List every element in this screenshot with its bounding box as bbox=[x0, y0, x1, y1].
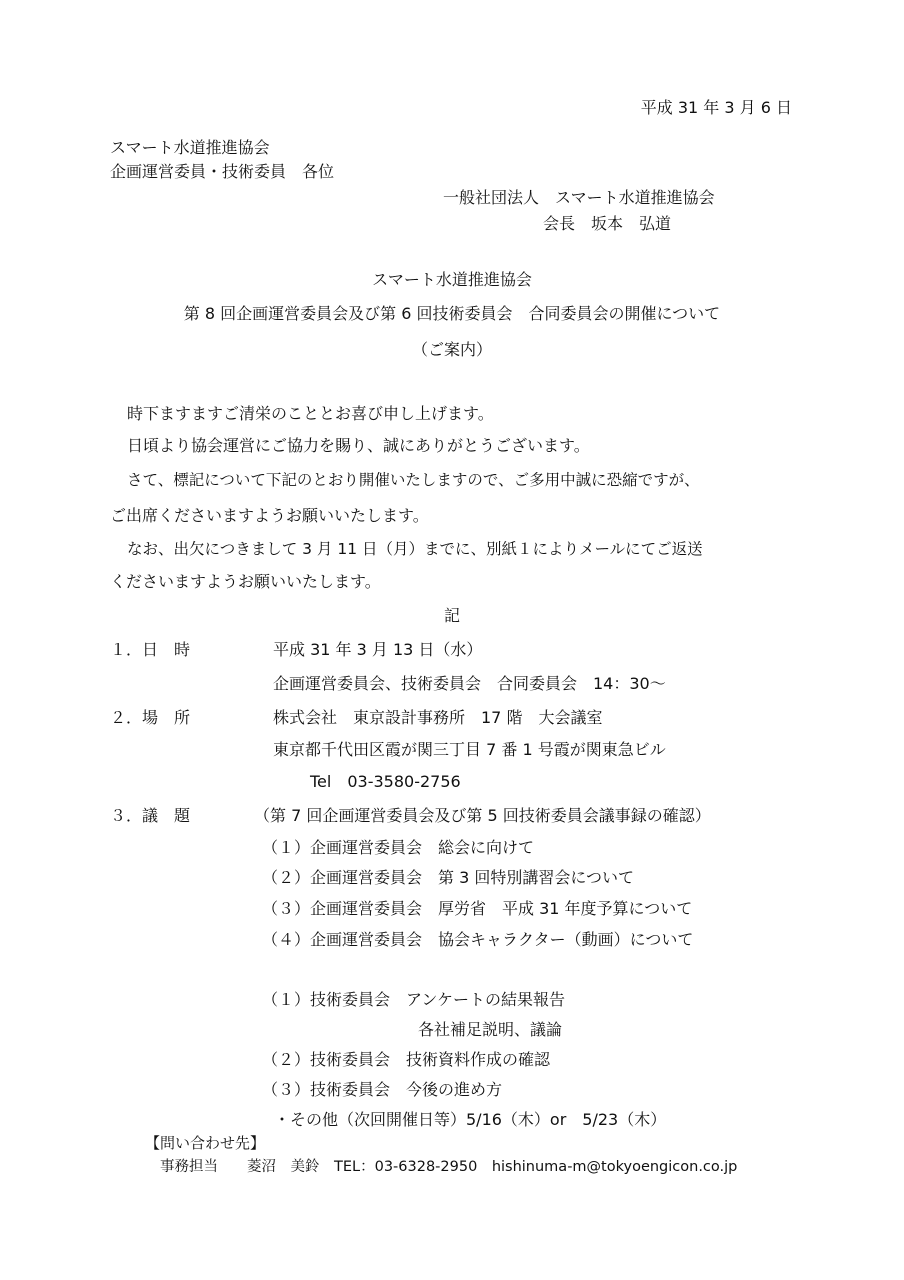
agenda-tech-3: （３）技術委員会 今後の進め方 bbox=[262, 1080, 503, 1099]
ki-marker: 記 bbox=[443, 606, 460, 625]
paragraph-reply-2: くださいますようお願いいたします。 bbox=[110, 572, 381, 591]
contact-details: 事務担当 菱沼 美鈴 TEL：03-6328-2950 hishinuma-m@tokyoengicon.co.jp bbox=[160, 1159, 738, 1175]
agenda-intro: （第 7 回企画運営委員会及び第 5 回技術委員会議事録の確認） bbox=[254, 806, 711, 825]
sender-name: 会長 坂本 弘道 bbox=[543, 214, 672, 233]
title-line-2: 第 8 回企画運営委員会及び第 6 回技術委員会 合同委員会の開催について bbox=[183, 304, 721, 323]
paragraph-greeting: 時下ますますご清栄のこととお喜び申し上げます。 bbox=[127, 404, 494, 423]
agenda-planning-3: （３）企画運営委員会 厚労省 平成 31 年度予算について bbox=[262, 899, 693, 918]
agenda-planning-2: （２）企画運営委員会 第 3 回特別講習会について bbox=[262, 868, 635, 887]
item-datetime-meeting: 企画運営委員会、技術委員会 合同委員会 14：30〜 bbox=[273, 674, 666, 693]
item-place-label: ２．場 所 bbox=[110, 708, 191, 727]
document-date: 平成 31 年 3 月 6 日 bbox=[640, 98, 792, 117]
agenda-planning-4: （４）企画運営委員会 協会キャラクター（動画）について bbox=[262, 930, 694, 949]
item-place-tel: Tel 03-3580-2756 bbox=[310, 772, 461, 791]
agenda-planning-1: （１）企画運営委員会 総会に向けて bbox=[262, 838, 535, 857]
paragraph-thanks: 日頃より協会運営にご協力を賜り、誠にありがとうございます。 bbox=[127, 436, 590, 455]
item-datetime-label: １．日 時 bbox=[110, 640, 191, 659]
item-datetime-date: 平成 31 年 3 月 13 日（水） bbox=[273, 640, 483, 659]
title-line-1: スマート水道推進協会 bbox=[372, 270, 532, 289]
agenda-tech-2: （２）技術委員会 技術資料作成の確認 bbox=[262, 1050, 551, 1069]
agenda-tech-1-sub: 各社補足説明、議論 bbox=[418, 1020, 563, 1039]
paragraph-notice-1: さて、標記について下記のとおり開催いたしますので、ご多用中誠に恐縮ですが、 bbox=[127, 471, 700, 489]
item-agenda-label: ３．議 題 bbox=[110, 806, 191, 825]
paragraph-notice-2: ご出席くださいますようお願いいたします。 bbox=[110, 506, 429, 525]
item-place-venue: 株式会社 東京設計事務所 17 階 大会議室 bbox=[273, 708, 603, 727]
paragraph-reply-1: なお、出欠につきまして 3 月 11 日（月）までに、別紙１によりメールにてご返送 bbox=[127, 540, 703, 558]
sender-org: 一般社団法人 スマート水道推進協会 bbox=[443, 188, 715, 207]
title-line-3: （ご案内） bbox=[411, 340, 492, 359]
agenda-tech-1: （１）技術委員会 アンケートの結果報告 bbox=[262, 990, 566, 1009]
item-place-address: 東京都千代田区霞が関三丁目 7 番 1 号霞が関東急ビル bbox=[273, 740, 666, 759]
agenda-other: ・その他（次回開催日等）5/16（木）or 5/23（木） bbox=[274, 1110, 667, 1129]
contact-heading: 【問い合わせ先】 bbox=[145, 1134, 266, 1152]
recipient-org: スマート水道推進協会 bbox=[110, 138, 270, 157]
recipient-members: 企画運営委員・技術委員 各位 bbox=[110, 162, 335, 181]
